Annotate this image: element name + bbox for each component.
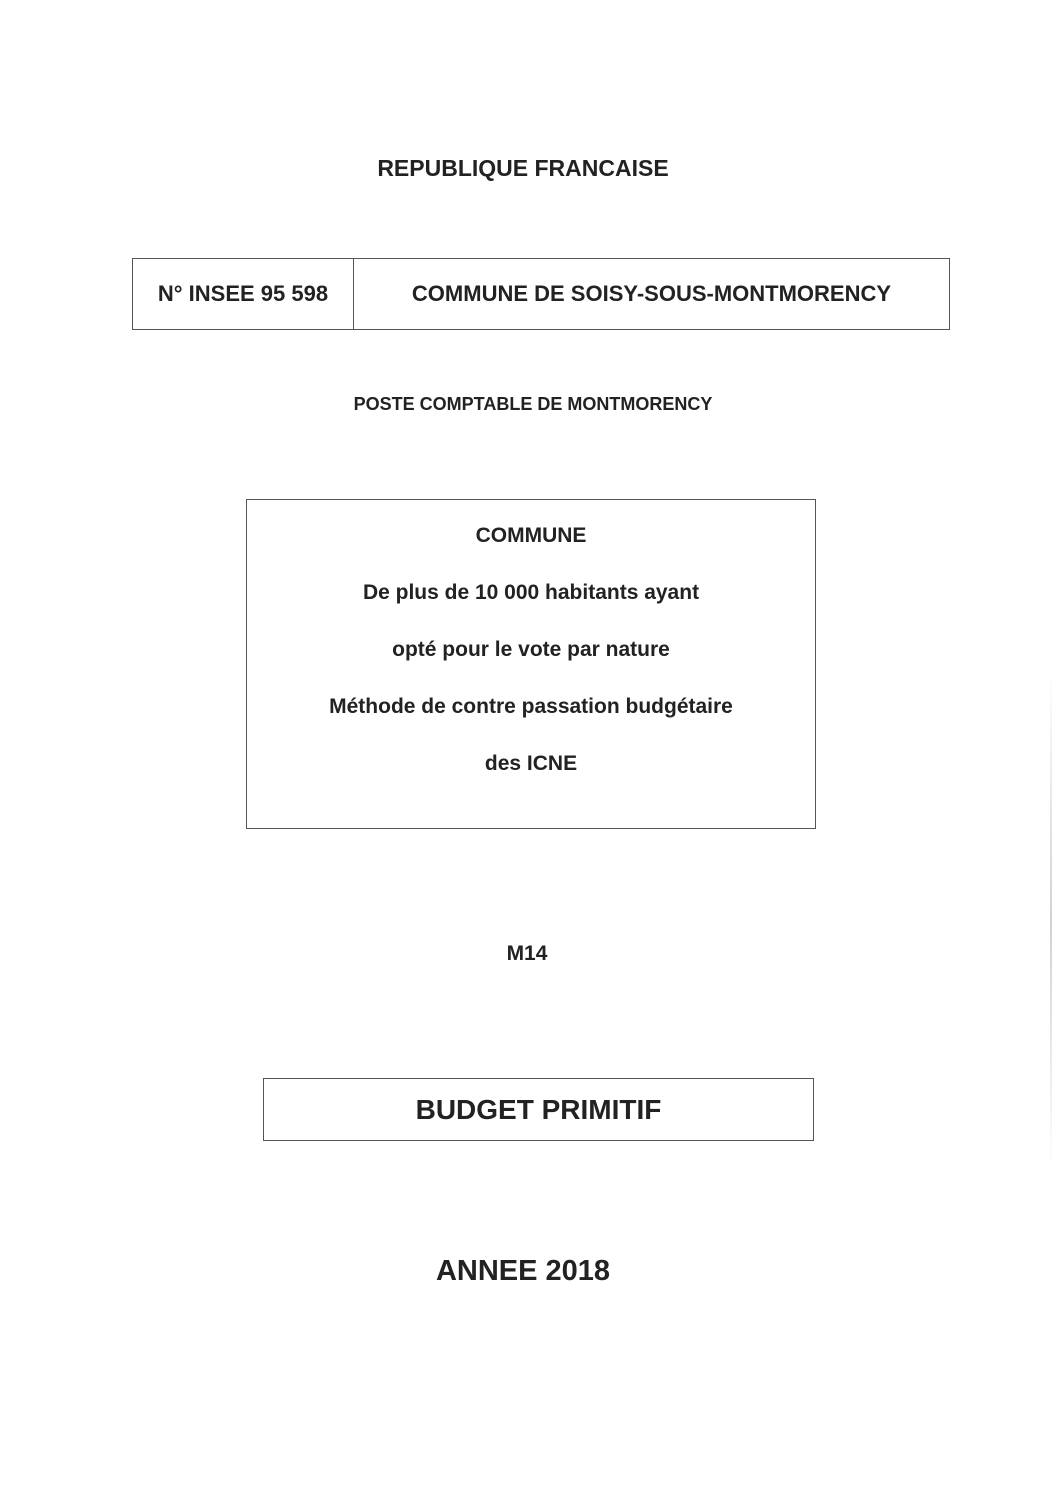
- budget-title: BUDGET PRIMITIF: [415, 1093, 662, 1125]
- budget-title-box: [263, 1078, 814, 1141]
- scan-edge-mark: [1050, 672, 1052, 1172]
- insee-number: N° INSEE 95 598: [133, 259, 354, 329]
- commune-line-2: De plus de 10 000 habitants ayant: [362, 581, 700, 604]
- commune-line-1: COMMUNE: [475, 524, 587, 547]
- republique-heading: REPUBLIQUE FRANCAISE: [377, 155, 669, 181]
- year-label: ANNEE 2018: [435, 1255, 611, 1287]
- poste-comptable: POSTE COMPTABLE DE MONTMORENCY: [353, 394, 713, 414]
- commune-line-3: opté pour le vote par nature: [392, 638, 670, 661]
- commune-name: COMMUNE DE SOISY-SOUS-MONTMORENCY: [411, 281, 892, 306]
- commune-description-box: [246, 499, 816, 829]
- commune-line-5: des ICNE: [484, 752, 578, 775]
- commune-line-4: Méthode de contre passation budgétaire: [329, 695, 733, 718]
- identification-table: [132, 258, 950, 330]
- nomenclature-label: M14: [506, 942, 548, 965]
